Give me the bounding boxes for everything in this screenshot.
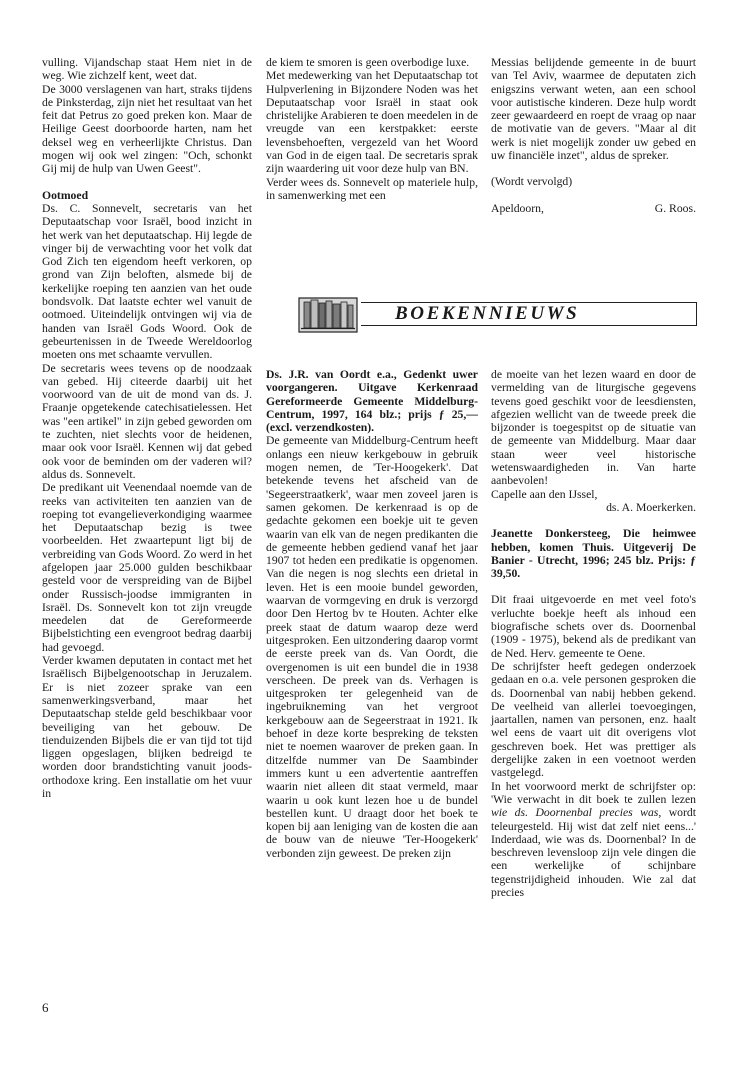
review-author: ds. A. Moerkerken. xyxy=(606,500,696,514)
paragraph: Verder wees ds. Sonnevelt op materiele hulp, in samenwerking met een xyxy=(266,175,478,202)
paragraph: vulling. Vijandschap staat Hem niet in de weg. Wie zichzelf kent, weet dat. xyxy=(42,56,252,83)
signature-place: Apeldoorn, xyxy=(491,201,544,215)
paragraph: Messias belijdende gemeente in de buurt van Tel Aviv, waarmee de deputaten zich enigszins verwant weten, aan een school voor autistische kinderen. Deze hulp wordt zeer gewaardeerd en roept de vraag op naar de motivatie van de gevers. "Maar al dit werk is niet mogelijk zonder uw gebed en uw financiële inzet", aldus de spreker. xyxy=(491,56,696,163)
boekennieuws-banner xyxy=(297,294,697,336)
paragraph: Dit fraai uitgevoerde en met veel foto's verluchte boekje heeft als inhoud een biografische schets over ds. Doornenbal (1909 - 1975), bekend als de predikant van de Ned. Herv. gemeente te Oene. xyxy=(491,593,696,660)
text-span: wordt teleurgesteld. Hij wist dat zelf niet eens...' Inderdaad, wie was ds. Doornenbal? In de beschreven levensloop zijn vele dingen die een werkelijke of schijnbare tegenstrijdigheid inhouden. Wie zal dat precies xyxy=(491,806,696,899)
banner-frame xyxy=(349,302,697,326)
books-icon xyxy=(297,294,361,336)
review-column-3 xyxy=(491,368,696,899)
paragraph: De predikant uit Veenendaal noemde van de reeks van activiteiten ten aanzien van de roeping tot evangelieverkondiging waarmee het Deputaatschap bezig is twee voorbeelden. Het zwaartepunt ligt bij de verbreiding van Gods Woord. Zo werd in het afgelopen jaar 25.000 gulden beschikbaar gesteld voor de verspreiding van de Bijbel onder Russisch-joodse immigranten in Israël. Ds. Sonnevelt kon tot zijn vreugde meedelen dat de Gereformeerde Bijbelstichting een evengroot bedrag daarbij had gevoegd. xyxy=(42,481,252,654)
paragraph: De 3000 verslagenen van hart, straks tijdens de Pinksterdag, zijn niet het resultaat van het feit dat Petrus zo goed preken kon. Maar de Heilige Geest doorboorde harten, nam het deksel weg en verheerlijkte Christus. Dan mogen wij ook wel zingen: "Och, schonkt Gij mij de hulp van Uwen Geest". xyxy=(42,82,252,176)
review-place: Capelle aan den IJssel, xyxy=(491,487,598,501)
paragraph: de kiem te smoren is geen overbodige luxe. xyxy=(266,56,470,69)
column-1 xyxy=(42,56,252,800)
paragraph: de moeite van het lezen waard en door de vermelding van de liturgische gegevens tevens goed geschikt voor de leesdiensten, afgezien wellicht van de tweede preek die bijzonder is toegespitst op de situatie van de gemeente van Middelburg. Maar daar staan weer veel historische wetenswaardigheden in. Van harte aanbevolen! xyxy=(491,368,696,488)
paragraph: Ds. C. Sonnevelt, secretaris van het Deputaatschap voor Israël, bood inzicht in het werk van het deputaatschap. Hij legde de vinger bij de verwachting voor het volk dat God Zich ten eigendom heeft verkoren, op grond van Zijn beloften, alsmede bij de kerkelijke roeping ten aanzien van het oude bondsvolk. Dat laatste echter wel vanuit de ootmoed. Uiteindelijk ontvingen wij via de handen van Israël Gods Woord. Ook de gebeurtenissen in de Tweede Wereldoorlog moeten ons met schaamte vervullen. xyxy=(42,201,252,362)
italic-quote: wie ds. Doornenbal precies was, xyxy=(491,806,662,820)
continued-note: (Wordt vervolgd) xyxy=(491,175,573,189)
column-3-top xyxy=(491,56,696,215)
signature-author: G. Roos. xyxy=(654,201,696,215)
review-header: Jeanette Donkersteeg, Die heimwee hebben, komen Thuis. Uitgeverij De Banier - Utrecht, 1996; 245 blz. Prijs: ƒ 39,50. xyxy=(491,527,696,581)
review-1 xyxy=(266,368,478,860)
section-heading: Ootmoed xyxy=(42,188,89,202)
banner-title: BOEKENNIEUWS xyxy=(395,303,580,324)
signature-line xyxy=(491,202,696,215)
paragraph: De gemeente van Middelburg-Centrum heeft onlangs een nieuw kerkgebouw in gebruik mogen nemen, de 'Ter-Hoogekerk'. Dat betekende tevens het afscheid van de 'Segeerstraatkerk', waar men zoveel jaren is samen gekomen. De kerkenraad is op de gedachte gekomen een boekje uit te geven waarin van elk van de negen predikanten die de gemeente hebben gediend vanaf het jaar 1907 tot heden een predikatie is opgenomen. Van die negen is nog slechts een drietal in leven. Het is een mooie bundel geworden, waarvan de vormgeving en druk is verzorgd door Den Hertog bv te Houten. Achter elke preek staat de datum waarop deze werd uitgesproken. Een uitzondering daarop vormt de eerste preek van ds. Van Oordt, die overgenomen is uit een bundel die in 1938 verscheen. De preek van ds. Verhagen is uitgesproken ter gelegenheid van de ingebruikneming van het vergroot kerkgebouw aan de Segeerstraat in 1921. Ik behoef in deze korte bespreking de teksten niet te noemen waarover de preken gaan. In ditzelfde nummer van De Saambinder immers kunt u een advertentie aantreffen waarin niet alleen dit staat vermeld, maar waarin u ook kunt lezen hoe u de bundel bestellen kunt. U draagt door het boek te kopen bij aan leniging van de kosten die aan de bouw van de nieuwe 'Ter-Hoogekerk' verbonden zijn geweest. De preken zijn xyxy=(266,434,478,860)
column-2-top xyxy=(266,56,478,202)
paragraph xyxy=(491,780,696,900)
text-span: In het voorwoord merkt de schrijfster op: 'Wie verwacht in dit boek te zullen lezen xyxy=(491,779,696,806)
paragraph: De schrijfster heeft gedegen onderzoek gedaan en o.a. vele personen gesproken die ds. Doornenbal van nabij hebben gekend. De veelheid van allerlei toevoegingen, jaartallen, namen van personen, enz. haalt wel eens de vaart uit dit overigens vlot geschreven boek. Het was prettiger als dergelijke zaken in een voetnoot werden vastgelegd. xyxy=(491,659,696,780)
paragraph: Verder kwamen deputaten in contact met het Israëlisch Bijbelgenootschap in Jeruzalem. Er is niet zozeer sprake van een samenwerkingsverband, maar het Deputaatschap stelde geld beschikbaar voor beveiliging van het gebouw. De tienduizenden Bijbels die er van tijd tot tijd liggen opgeslagen, blijken bedreigd te worden door brandstichting vanuit joods-orthodoxe kring. Een installatie om het vuur in xyxy=(42,654,252,801)
paragraph: Met medewerking van het Deputaatschap tot Hulpverlening in Bijzondere Noden was het Deputaatschap voor Israël in staat ook christelijke Arabieren te doen meedelen in de vreugde van een kerstpakket: eerste levensbehoeften, vergezeld van het Woord van God in de eigen taal. De secretaris sprak zijn waardering uit voor deze hulp van BN. xyxy=(266,69,478,176)
review-header: Ds. J.R. van Oordt e.a., Gedenkt uwer voorgangeren. Uitgave Kerkenraad Gereformeerde Gemeente Middelburg-Centrum, 1997, 164 blz.; prijs ƒ 25,— (excl. verzendkosten). xyxy=(266,368,478,435)
page-number: 6 xyxy=(42,1000,49,1015)
paragraph: De secretaris wees tevens op de noodzaak van gebed. Hij citeerde daarbij uit het voorwoord van de uit de mond van ds. J. Fraanje opgetekende catechisatielessen. Het was "een artikel" in zijn gebed geworden om te zuchten, niet slechts voor de heidenen, maar ook voor Israël. Kennen wij dat gebed ook voor de beminden om der vaderen wil? aldus ds. Sonnevelt. xyxy=(42,361,252,481)
